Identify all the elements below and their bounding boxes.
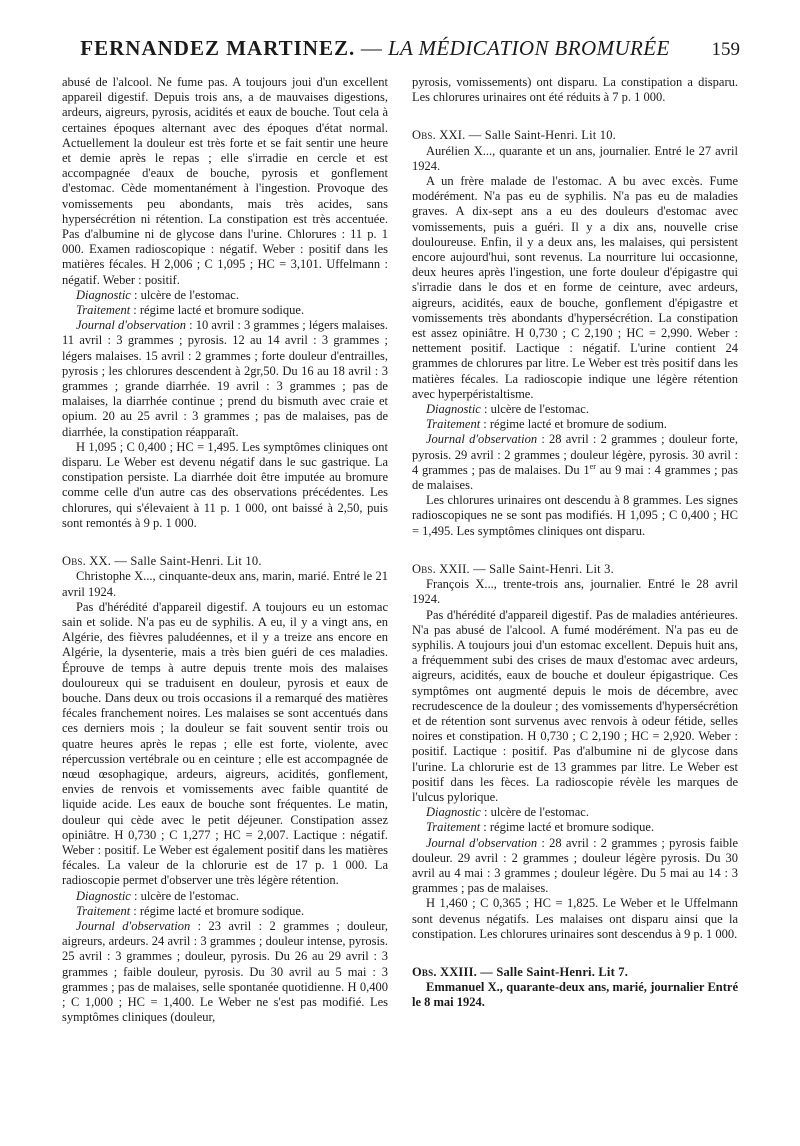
diagnostic-label: Diagnostic xyxy=(76,888,131,903)
obs-xxii-patient: François X..., trente-trois ans, journalier. Entré le 28 avril 1924. xyxy=(412,577,738,607)
obs-xxii-history: Pas d'hérédité d'appareil digestif. Pas de maladies antérieures. N'a pas abusé de l'alcool. A fumé modérément. N'a pas eu de syphilis. A toujours joui d'un estomac excellent. Depuis huit ans, a fréquemment subi des crises de maux d'estomac avec ardeurs, aigreurs, acidités, eaux de bouche et douleur épigastrique. Ces symptômes ont augmenté depuis le mois de décembre, avec recrudescence de la douleur ; des vomissements d'hypersécrétion et de rétention sont survenus avec renvois à odeur fétide, selles noires et constipation. H 0,730 ; C 2,190 ; HC = 2,920. Weber : positif. Lactique : positif. Pas d'albumine ni de glycose dans l'urine. La chlorurie est de 13 grammes par litre. Le Weber est positif dans les fèces. La radioscopie révèle les marques de l'ulcus pylorique. xyxy=(412,607,738,804)
diagnostic-label: Diagnostic xyxy=(426,402,481,417)
journal-text: : 10 avril : 3 grammes ; légers malaises. 11 avril : 3 grammes ; pyrosis. 12 au 14 avril : 3 grammes ; légers malaises. 15 avril : 2 grammes ; forte douleur d'entrailles, pyrosis ; les chlorures descendent à 2gr,50. Du 16 au 18 avril : 3 grammes ; grande diarrhée. 19 avril : 3 grammes ; pas de malaises, la diarrhée continue ; prend du bismuth avec craie et opium. 20 au 25 avril : 3 grammes ; pas de malaises, pas de diarrhée, la constipation réapparaît. xyxy=(62,318,389,439)
treatment-line xyxy=(62,303,388,318)
obs-xxii-number: Obs. XXII. xyxy=(412,561,470,576)
journal-label: Journal d'observation xyxy=(426,432,538,447)
journal-label: Journal d'observation xyxy=(426,835,538,850)
obs-xx-location: — Salle Saint-Henri. Lit 10. xyxy=(111,554,262,569)
journal-text: : 28 avril : 2 grammes ; douleur forte, pyrosis. 29 avril : 2 grammes ; douleur légère, pyrosis. 30 avril : 4 grammes ; pas de malaises. Du 1 xyxy=(412,432,738,477)
obs-xxii-treatment-line xyxy=(412,820,738,835)
diagnostic-text: : ulcère de l'estomac. xyxy=(480,805,589,820)
treatment-text: : régime lacté et bromure sodique. xyxy=(130,303,305,318)
diagnostic-text: : ulcère de l'estomac. xyxy=(130,287,239,302)
obs-xxii-journal xyxy=(412,836,738,897)
running-title xyxy=(60,36,690,61)
right-column xyxy=(412,75,738,1011)
obs-xxi-location: — Salle Saint-Henri. Lit 10. xyxy=(465,128,617,143)
diagnostic-text: : ulcère de l'estomac. xyxy=(480,402,589,417)
obs-xxiii-heading xyxy=(412,965,738,980)
journal-text: au 9 mai : 4 grammes ; pas de malaises. xyxy=(412,462,738,493)
running-header xyxy=(60,36,740,66)
diagnostic-label: Diagnostic xyxy=(76,287,131,302)
obs-xx-patient: Christophe X..., cinquante-deux ans, marin, marié. Entré le 21 avril 1924. xyxy=(62,569,388,599)
obs-xxi-journal xyxy=(412,432,738,493)
obs-xxii-location: — Salle Saint-Henri. Lit 3. xyxy=(469,561,614,576)
obs-xxiii-patient: Emmanuel X., quarante-deux ans, marié, journalier Entré le 8 mai 1924. xyxy=(412,980,738,1010)
obs-xx-treatment-line xyxy=(62,904,388,919)
obs-xxi-diagnostic-line xyxy=(412,402,738,417)
header-title: LA MÉDICATION BROMURÉE xyxy=(387,36,670,60)
diagnostic-line xyxy=(62,288,388,303)
obs-xxii-heading xyxy=(412,562,738,577)
obs-xxi-history: A un frère malade de l'estomac. A bu avec excès. Fume modérément. N'a pas eu de syphilis. N'a pas eu de maladies graves. A dix-sept ans a eu des douleurs d'estomac avec vomissements, puis a guéri. Il y a dix ans, nouvelle crise douloureuse. Enfin, il y a deux ans, les malaises, qui persistent encore aujourd'hui, sont revenus. La nourriture lui occasionne, deux heures après l'ingestion, une forte douleur d'épigastre qui s'irradie dans le dos et en forme de ceinture, avec ardeurs, aigreurs, acidités, eaux de bouche, gonflement d'épigastre et vomissements très abondants d'hypersécrétion. La constipation est assez opiniâtre. H 0,730 ; C 2,190 ; HC = 2,990. Weber : nettement positif. Lactique : négatif. L'urine contient 24 grammes de chlorures par litre. Le Weber est très positif dans les matières fécales. La radioscopie indique une légère rétention avec hyperpéristaltisme. xyxy=(412,174,738,401)
journal-paragraph xyxy=(62,318,388,440)
obs-xxiii-number: Obs. XXIII. xyxy=(412,964,477,979)
page-number: 159 xyxy=(711,39,740,60)
obs-xx-number: Obs. XX. xyxy=(62,554,112,569)
result-paragraph: H 1,095 ; C 0,400 ; HC = 1,495. Les symptômes cliniques ont disparu. Le Weber est devenu négatif dans le suc gastrique. La constipation persiste. La diarrhée doit être imputée au bromure comme celle d'un autre cas des observations précédentes. Les chlorures, qui s'élevaient à 11 p. 1 000, ont baissé à 2,50, puis sont remontés à 9 p. 1 000. xyxy=(62,439,388,530)
journal-label: Journal d'observation xyxy=(76,318,186,333)
paragraph: pyrosis, vomissements) ont disparu. La constipation a disparu. Les chlorures urinaires ont été réduits à 7 p. 1 000. xyxy=(412,75,738,105)
obs-xxii-result: H 1,460 ; C 0,365 ; HC = 1,825. Le Weber et le Uffelmann sont devenus négatifs. Les malaises ont disparu ainsi que la constipation. Les chlorures urinaires sont descendus à 9 p. 1 000. xyxy=(412,896,738,941)
obs-xxiii-location: — Salle Saint-Henri. Lit 7. xyxy=(476,964,629,979)
paragraph: abusé de l'alcool. Ne fume pas. A toujours joui d'un excellent appareil digestif. Depuis trois ans, a de mauvaises digestions, ardeurs, aigreurs, pyrosis, acidités et eaux de bouche. Tout cela à certaines époques alternant avec des époques d'état normal. Actuellement la douleur est très forte et se fait sentir une heure et demie après le repas ; elle s'irradie en cercle et est accompagnée d'eaux de bouche, pyrosis et gonflement d'estomac. Cède momentanément à l'ingestion. Provoque des vomissements peu abondants, mais très acides, sans hypersécrétion ni rétention. La constipation est très accentuée. Pas d'albumine ni de glycose dans l'urine. Chlorures : 11 p. 1 000. Examen radioscopique : négatif. Weber : positif dans les matières fécales. H 2,006 ; C 1,095 ; HC = 3,101. Uffelmann : négatif. Weber : positif. xyxy=(62,75,388,287)
treatment-text: : régime lacté et bromure sodique. xyxy=(130,903,305,918)
left-column xyxy=(62,75,388,1025)
superscript: er xyxy=(589,461,596,471)
obs-xx-diagnostic-line xyxy=(62,889,388,904)
treatment-label: Traitement xyxy=(76,903,131,918)
obs-xxi-treatment-line xyxy=(412,417,738,432)
obs-xxi-patient: Aurélien X..., quarante et un ans, journalier. Entré le 27 avril 1924. xyxy=(412,143,738,173)
journal-label: Journal d'observation xyxy=(76,918,191,933)
diagnostic-text: : ulcère de l'estomac. xyxy=(130,888,239,903)
diagnostic-label: Diagnostic xyxy=(426,805,481,820)
obs-xxii-diagnostic-line xyxy=(412,805,738,820)
treatment-text: : régime lacté et bromure de sodium. xyxy=(480,417,667,432)
header-author: FERNANDEZ MARTINEZ. xyxy=(80,36,356,60)
obs-xx-journal xyxy=(62,919,388,1025)
treatment-label: Traitement xyxy=(76,303,131,318)
obs-xx-heading xyxy=(62,554,388,569)
obs-xx-history: Pas d'hérédité d'appareil digestif. A toujours eu un estomac sain et solide. N'a pas eu de syphilis. A eu, il y a vingt ans, en Algérie, des fièvres paludéennes, et il y a treize ans encore en Algérie, la dysenterie, mais a très bien guéri de ces maladies. Éprouve de temps à autre depuis trente mois des malaises douloureux qui se traduisent en douleur, pyrosis et eaux de bouche. Dans deux ou trois occasions il a remarqué des matières fécales franchement noires. Les malaises se sont accentués dans ces derniers mois ; la douleur se fait souvent sentir trois ou quatre heures après le repas ; elle est forte, violente, avec répercussion vertébrale ou en ceinture ; elle est accompagnée de nœud œsophagique, ardeurs, aigreurs, acidités, gonflement, envies de renvois et vomissements avec faible quantité de liquide acide. Les eaux de bouche sont fréquentes. Le matin, douleur qui cède avec le petit déjeuner. Constipation assez opiniâtre. H 0,730 ; C 1,277 ; HC = 2,007. Lactique : négatif. Weber : positif. Le Weber est également positif dans les matières fécales. La valeur de la chlorurie est de 17 p. 1 000. La radioscopie permet d'observer une très légère rétention. xyxy=(62,599,388,888)
obs-xxi-result: Les chlorures urinaires ont descendu à 8 grammes. Les signes radioscopiques ne se sont pas modifiés. H 1,095 ; C 0,400 ; HC = 1,495. Les symptômes cliniques ont disparu. xyxy=(412,493,738,538)
treatment-label: Traitement xyxy=(426,417,481,432)
treatment-text: : régime lacté et bromure sodique. xyxy=(480,820,655,835)
obs-xxi-heading xyxy=(412,128,738,143)
journal-text: : 23 avril : 2 grammes ; douleur, aigreurs, ardeurs. 24 avril : 3 grammes ; douleur intense, pyrosis. 25 avril : 3 grammes ; douleur, pyrosis. Du 26 au 29 avril : 3 grammes ; faible douleur, pyrosis. Du 30 avril au 5 mai : 3 grammes ; pas de malaises, selle spontanée quotidienne. H 0,400 ; C 1,000 ; HC = 1,400. Le Weber ne s'est pas modifié. Les symptômes cliniques (douleur, xyxy=(62,918,388,1025)
obs-xxi-number: Obs. XXI. xyxy=(412,128,466,143)
header-separator: — xyxy=(355,36,388,60)
treatment-label: Traitement xyxy=(426,820,481,835)
journal-text: : 28 avril : 2 grammes ; pyrosis faible douleur. 29 avril : 2 grammes ; douleur légère pyrosis. Du 30 avril au 4 mai : 3 grammes ; douleur légère. Du 5 mai au 14 : 3 grammes ; pas de malaises. xyxy=(412,835,738,896)
